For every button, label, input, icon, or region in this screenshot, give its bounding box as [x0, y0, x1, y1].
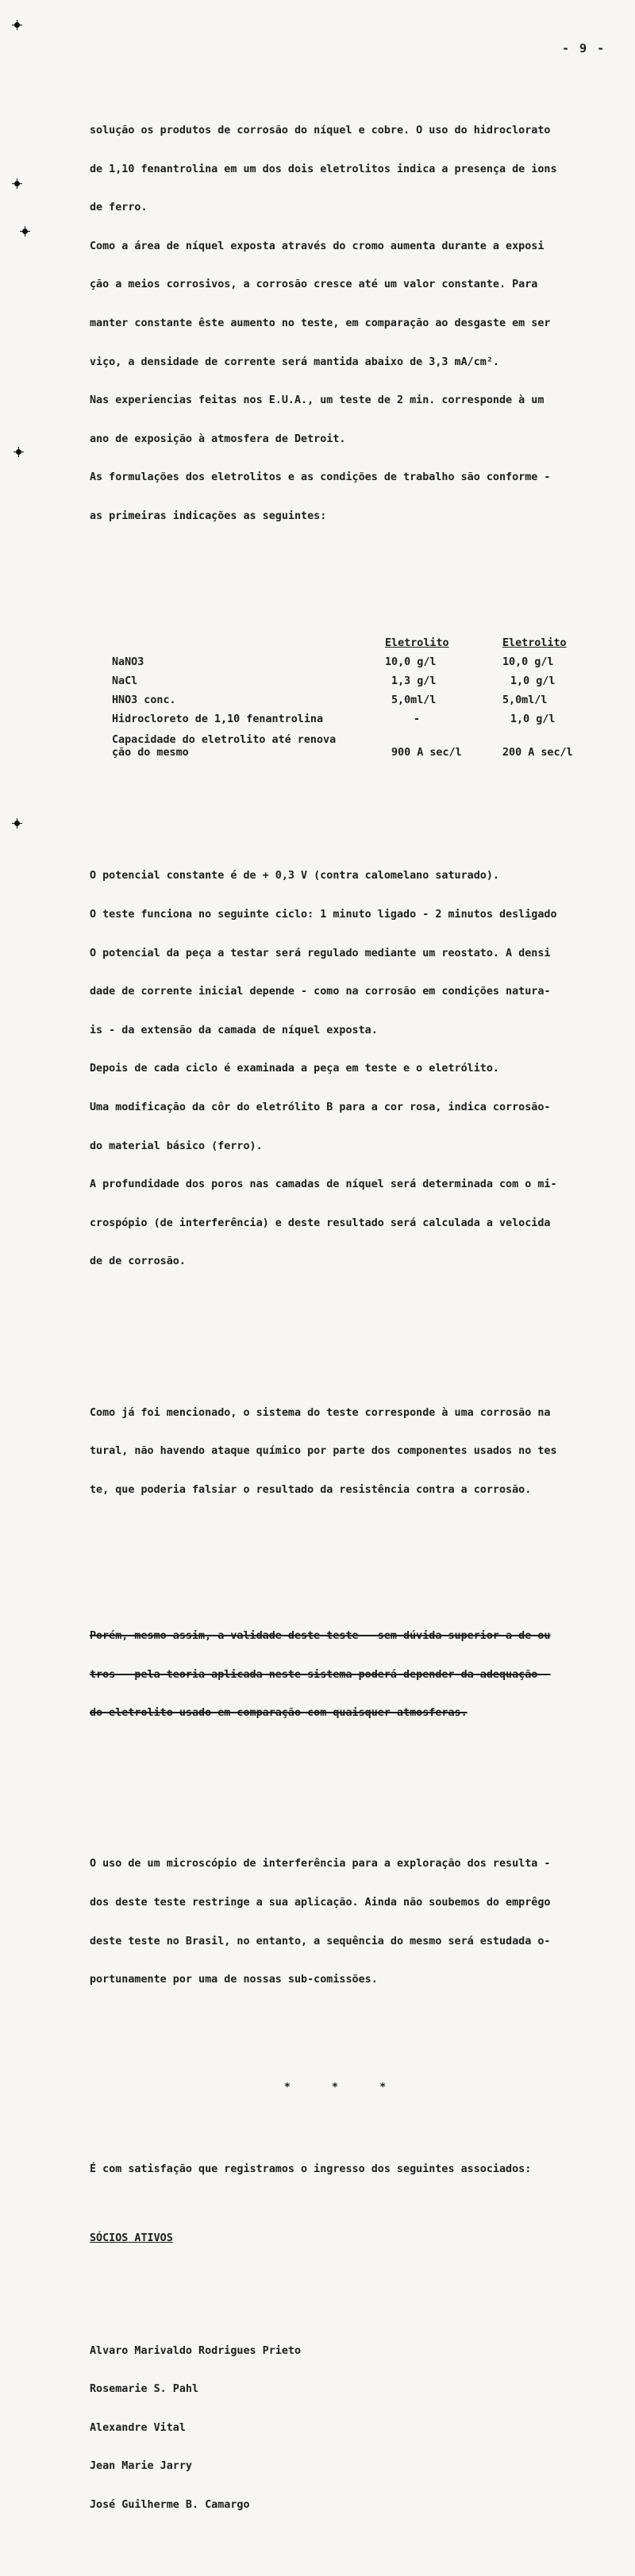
text-line: O potencial constante é de + 0,3 V (contra calomelano saturado).	[90, 870, 499, 882]
table-row-label: ção do mesmo	[112, 746, 189, 759]
struck-text-line: tros - pela teoria aplicada neste sistema poderá depender da adequação -	[90, 1668, 551, 1681]
table-cell: 1,0 g/l	[510, 675, 556, 687]
punch-mark-icon	[16, 449, 21, 455]
text-line: portunamente por uma de nossas sub-comissões.	[90, 1974, 378, 1986]
paragraph-microscope	[90, 1832, 598, 2013]
struck-text-line: do eletrolito usado em comparação com quaisquer atmosferas.	[90, 1707, 468, 1720]
paragraph-top	[90, 99, 598, 549]
punch-mark-icon	[14, 181, 20, 186]
struck-text-line: Porém, mesmo assim, a validade deste teste - sem dúvida superior a de ou	[90, 1629, 551, 1642]
associates-intro: É com satisfação que registramos o ingresso dos seguintes associados:	[90, 2163, 532, 2175]
table-row-label: NaNO3	[112, 656, 144, 668]
list-item: Rosemarie S. Pahl	[90, 2383, 199, 2396]
document-body	[90, 60, 598, 2576]
table-cell: 10,0 g/l	[502, 656, 554, 668]
text-line: Nas experiencias feitas nos E.U.A., um teste de 2 min. corresponde à um	[90, 394, 545, 407]
table-row-label: NaCl	[112, 675, 138, 687]
text-line: de ferro.	[90, 202, 148, 214]
table-row-label: Capacidade do eletrolito até renova	[112, 733, 337, 746]
text-line: manter constante êste aumento no teste, em comparação ao desgaste em ser	[90, 317, 551, 329]
column-header-a: Eletrolito	[385, 636, 449, 649]
text-line: do material básico (ferro).	[90, 1140, 263, 1152]
section-separator: * * *	[283, 2081, 404, 2093]
text-line: Uma modificação da côr do eletrólito B para a cor rosa, indica corrosão-	[90, 1101, 551, 1113]
text-line: de 1,10 fenantrolina em um dos dois eletrolitos indica a presença de ions	[90, 163, 557, 175]
text-line: Depois de cada ciclo é examinada a peça em teste e o eletrólito.	[90, 1063, 499, 1075]
text-line: deste teste no Brasil, no entanto, a sequência do mesmo será estudada o-	[90, 1935, 551, 1947]
electrolyte-table	[90, 637, 598, 758]
list-item: Jean Marie Jarry	[90, 2460, 192, 2473]
text-line: te, que poderia falsiar o resultado da resistência contra a corrosão.	[90, 1483, 532, 1496]
table-cell: 200 A sec/l	[502, 746, 573, 759]
paragraph-natural	[90, 1381, 598, 1522]
text-line: O teste funciona no seguinte ciclo: 1 minuto ligado - 2 minutos desligado	[90, 908, 557, 921]
text-line: dade de corrente inicial depende - como na corrosão em condições natura-	[90, 986, 551, 998]
text-line: is - da extensão da camada de níquel exposta.	[90, 1024, 378, 1036]
list-item: Alexandre Vital	[90, 2421, 186, 2434]
table-cell: 1,3 g/l	[391, 675, 437, 687]
text-line: Como a área de níquel exposta através do cromo aumenta durante a exposi	[90, 240, 545, 252]
table-cell: -	[414, 713, 421, 725]
column-header-b: Eletrolito	[502, 636, 567, 649]
table-cell: 5,0ml/l	[502, 694, 548, 706]
punch-mark-icon	[22, 229, 28, 234]
text-line: tural, não havendo ataque químico por parte dos componentes usados no tes	[90, 1445, 557, 1458]
text-line: as primeiras indicações as seguintes:	[90, 509, 327, 522]
paragraph-struck	[90, 1605, 598, 1746]
table-cell: 1,0 g/l	[510, 713, 556, 725]
table-cell: 900 A sec/l	[391, 746, 462, 759]
page-number: - 9 -	[562, 41, 606, 56]
table-row-label: Hidrocloreto de 1,10 fenantrolina	[112, 713, 324, 725]
paragraph-mid	[90, 844, 598, 1294]
text-line: viço, a densidade de corrente será mantida abaixo de 3,3 mA/cm².	[90, 356, 499, 368]
text-line: As formulações dos eletrolitos e as condições de trabalho são conforme -	[90, 471, 551, 484]
text-line: O uso de um microscópio de interferência para a exploração dos resulta -	[90, 1858, 551, 1870]
punch-mark-icon	[14, 821, 20, 826]
text-line: dos deste teste restringe a sua aplicação. Ainda não soubemos do emprêgo	[90, 1896, 551, 1909]
list-item: José Guilherme B. Camargo	[90, 2498, 250, 2511]
text-line: O potencial da peça a testar será regulado mediante um reostato. A densi	[90, 947, 551, 959]
text-line: ção a meios corrosivos, a corrosão cresce até um valor constante. Para	[90, 279, 538, 291]
associates-list	[90, 2319, 598, 2537]
text-line: solução os produtos de corrosão do níquel e cobre. O uso do hidroclorato	[90, 125, 551, 137]
text-line: crospópio (de interferência) e deste resultado será calculada a velocida	[90, 1217, 551, 1229]
text-line: de de corrosão.	[90, 1255, 186, 1268]
table-cell: 10,0 g/l	[385, 656, 437, 668]
list-item: Alvaro Marivaldo Rodrigues Prieto	[90, 2344, 302, 2357]
associates-heading: SÓCIOS ATIVOS	[90, 2232, 173, 2244]
text-line: Como já foi mencionado, o sistema do teste corresponde à uma corrosão na	[90, 1406, 551, 1419]
punch-mark-icon	[14, 22, 20, 28]
table-cell: 5,0ml/l	[391, 694, 437, 706]
table-row-label: HNO3 conc.	[112, 694, 176, 706]
text-line: A profundidade dos poros nas camadas de níquel será determinada com o mi-	[90, 1178, 557, 1191]
text-line: ano de exposição à atmosfera de Detroit.	[90, 433, 346, 445]
